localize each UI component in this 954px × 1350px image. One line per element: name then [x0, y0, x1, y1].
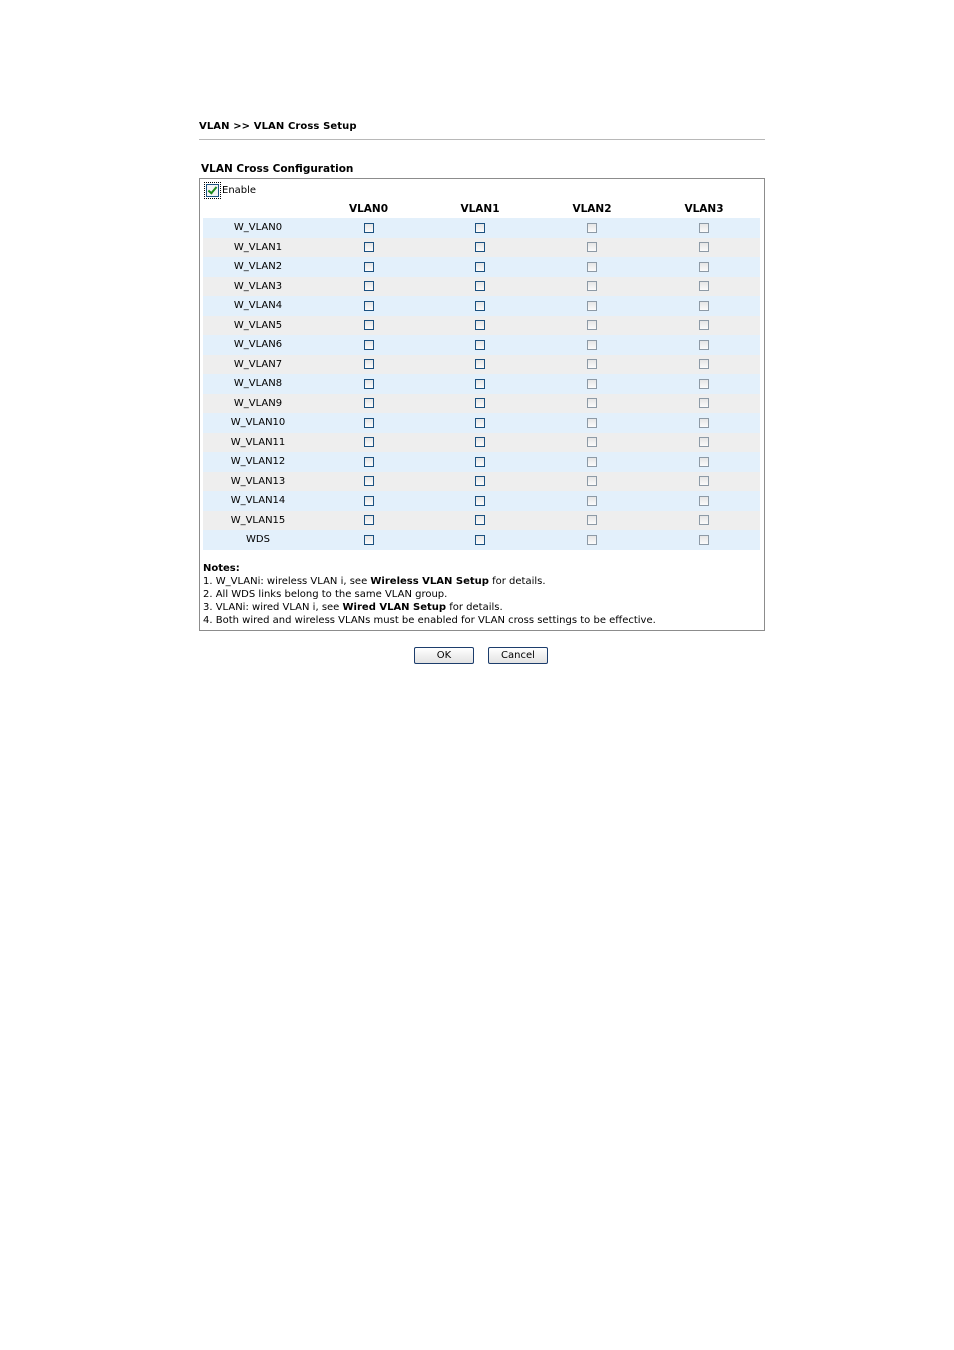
vlan-cross-checkbox[interactable]: [475, 515, 485, 525]
vlan-cross-checkbox[interactable]: [475, 340, 485, 350]
notes-title: Notes:: [203, 563, 240, 574]
grid-cell: [648, 359, 760, 369]
note-item: 4. Both wired and wireless VLANs must be enabled for VLAN cross settings to be effective.: [203, 615, 656, 626]
enable-row: [203, 183, 256, 198]
table-row: [203, 394, 760, 414]
grid-cell: [313, 359, 424, 369]
grid-cell: [424, 476, 536, 486]
grid-cell: [313, 457, 424, 467]
vlan-cross-checkbox[interactable]: [699, 242, 709, 252]
grid-cell: [648, 379, 760, 389]
vlan-cross-checkbox[interactable]: [475, 535, 485, 545]
grid-cell: [648, 418, 760, 428]
row-label: W_VLAN2: [233, 261, 283, 273]
vlan-cross-checkbox[interactable]: [475, 379, 485, 389]
grid-cell: [648, 223, 760, 233]
vlan-cross-checkbox[interactable]: [364, 359, 374, 369]
table-row: [203, 238, 760, 258]
vlan-cross-checkbox[interactable]: [699, 301, 709, 311]
vlan-cross-checkbox[interactable]: [699, 418, 709, 428]
grid-cell: [313, 398, 424, 408]
vlan-cross-checkbox[interactable]: [587, 398, 597, 408]
grid-cell: [424, 515, 536, 525]
grid-cell: [536, 281, 648, 291]
vlan-cross-checkbox[interactable]: [364, 457, 374, 467]
vlan-cross-checkbox[interactable]: [587, 457, 597, 467]
vlan-cross-checkbox[interactable]: [364, 515, 374, 525]
vlan-cross-checkbox[interactable]: [587, 496, 597, 506]
grid-cell: [536, 535, 648, 545]
grid-cell: [536, 242, 648, 252]
grid-cell: [648, 242, 760, 252]
grid-cell: [536, 262, 648, 272]
grid-cell: [536, 515, 648, 525]
grid-cell: [313, 223, 424, 233]
grid-cell: [424, 398, 536, 408]
grid-cell: [424, 437, 536, 447]
table-row: [203, 277, 760, 297]
grid-cell: [536, 340, 648, 350]
grid-cell: [313, 320, 424, 330]
column-header: VLAN3: [684, 203, 724, 215]
row-label: W_VLAN15: [230, 514, 286, 526]
grid-header: [203, 200, 760, 218]
row-label: W_VLAN0: [233, 222, 283, 234]
vlan-cross-checkbox[interactable]: [699, 281, 709, 291]
vlan-cross-checkbox[interactable]: [699, 262, 709, 272]
vlan-cross-checkbox[interactable]: [587, 320, 597, 330]
vlan-cross-checkbox[interactable]: [364, 223, 374, 233]
form-buttons: [414, 647, 548, 664]
grid-cell: [536, 223, 648, 233]
grid-cell: [424, 340, 536, 350]
enable-label: Enable: [222, 185, 257, 196]
vlan-cross-checkbox[interactable]: [587, 418, 597, 428]
vlan-cross-checkbox[interactable]: [587, 301, 597, 311]
ok-button[interactable]: OK: [414, 647, 474, 664]
grid-cell: [536, 418, 648, 428]
grid-cell: [313, 496, 424, 506]
table-row: [203, 218, 760, 238]
vlan-cross-checkbox[interactable]: [587, 379, 597, 389]
vlan-cross-checkbox[interactable]: [364, 301, 374, 311]
column-header: VLAN1: [460, 203, 500, 215]
row-label: W_VLAN13: [230, 475, 286, 487]
column-header: VLAN0: [348, 203, 389, 215]
grid-cell: [648, 301, 760, 311]
table-row: [203, 296, 760, 316]
grid-cell: [648, 457, 760, 467]
vlan-cross-checkbox[interactable]: [475, 320, 485, 330]
vlan-cross-grid: [203, 200, 760, 550]
grid-cell: [648, 262, 760, 272]
row-label: W_VLAN8: [233, 378, 283, 390]
table-row: [203, 355, 760, 375]
vlan-cross-checkbox[interactable]: [364, 496, 374, 506]
vlan-cross-checkbox[interactable]: [364, 281, 374, 291]
grid-cell: [313, 379, 424, 389]
note-item: 2. All WDS links belong to the same VLAN group.: [203, 589, 448, 600]
grid-cell: [648, 515, 760, 525]
grid-cell: [424, 262, 536, 272]
vlan-cross-checkbox[interactable]: [364, 476, 374, 486]
grid-cell: [313, 242, 424, 252]
grid-cell: [313, 340, 424, 350]
table-row: [203, 257, 760, 277]
grid-cell: [313, 476, 424, 486]
vlan-cross-checkbox[interactable]: [699, 223, 709, 233]
vlan-cross-checkbox[interactable]: [364, 418, 374, 428]
grid-cell: [424, 535, 536, 545]
row-label: W_VLAN1: [233, 241, 283, 253]
grid-cell: [313, 418, 424, 428]
grid-cell: [648, 437, 760, 447]
grid-cell: [424, 379, 536, 389]
vlan-cross-checkbox[interactable]: [475, 496, 485, 506]
vlan-cross-checkbox[interactable]: [587, 223, 597, 233]
grid-cell: [648, 476, 760, 486]
grid-cell: [648, 535, 760, 545]
grid-cell: [536, 496, 648, 506]
vlan-cross-checkbox[interactable]: [475, 476, 485, 486]
row-label: W_VLAN4: [233, 300, 283, 312]
row-label: W_VLAN6: [233, 339, 283, 351]
table-row: [203, 413, 760, 433]
grid-cell: [424, 457, 536, 467]
vlan-cross-checkbox[interactable]: [699, 476, 709, 486]
grid-cell: [648, 496, 760, 506]
grid-cell: [536, 320, 648, 330]
grid-cell: [536, 476, 648, 486]
grid-cell: [424, 320, 536, 330]
vlan-cross-checkbox[interactable]: [699, 535, 709, 545]
grid-body: [203, 218, 760, 550]
grid-cell: [424, 359, 536, 369]
grid-cell: [424, 242, 536, 252]
vlan-cross-checkbox[interactable]: [364, 379, 374, 389]
grid-cell: [313, 301, 424, 311]
row-label: W_VLAN14: [230, 495, 286, 507]
table-row: [203, 316, 760, 336]
grid-cell: [424, 301, 536, 311]
table-row: [203, 374, 760, 394]
vlan-cross-checkbox[interactable]: [364, 437, 374, 447]
table-row: [203, 472, 760, 492]
grid-cell: [424, 496, 536, 506]
table-row: [203, 530, 760, 550]
table-row: [203, 335, 760, 355]
row-label: W_VLAN5: [233, 319, 283, 331]
vlan-cross-checkbox[interactable]: [364, 340, 374, 350]
vlan-cross-checkbox[interactable]: [699, 359, 709, 369]
vlan-cross-checkbox[interactable]: [587, 262, 597, 272]
grid-cell: [313, 535, 424, 545]
table-row: [203, 452, 760, 472]
row-label: W_VLAN3: [233, 280, 283, 292]
grid-cell: [424, 281, 536, 291]
vlan-cross-checkbox[interactable]: [475, 301, 485, 311]
vlan-cross-checkbox[interactable]: [699, 320, 709, 330]
row-label: W_VLAN9: [233, 397, 283, 409]
grid-cell: [313, 515, 424, 525]
row-label: W_VLAN12: [230, 456, 286, 468]
notes: [203, 562, 656, 627]
grid-cell: [424, 223, 536, 233]
vlan-cross-checkbox[interactable]: [364, 242, 374, 252]
grid-cell: [648, 320, 760, 330]
vlan-cross-checkbox[interactable]: [475, 418, 485, 428]
vlan-cross-checkbox[interactable]: [699, 398, 709, 408]
grid-cell: [424, 418, 536, 428]
enable-checkbox[interactable]: [206, 184, 219, 197]
breadcrumb: VLAN >> VLAN Cross Setup: [199, 121, 357, 132]
vlan-cross-checkbox[interactable]: [475, 242, 485, 252]
table-row: [203, 433, 760, 453]
column-header: VLAN2: [572, 203, 612, 215]
vlan-cross-checkbox[interactable]: [475, 457, 485, 467]
vlan-cross-checkbox[interactable]: [587, 476, 597, 486]
grid-cell: [536, 379, 648, 389]
vlan-cross-checkbox[interactable]: [475, 359, 485, 369]
vlan-cross-checkbox[interactable]: [364, 320, 374, 330]
section-title: VLAN Cross Configuration: [201, 163, 354, 175]
grid-cell: [536, 359, 648, 369]
vlan-cross-checkbox[interactable]: [699, 379, 709, 389]
grid-cell: [648, 340, 760, 350]
note-item: 1. W_VLANi: wireless VLAN i, see Wireless VLAN Setup for details.: [203, 576, 546, 587]
vlan-cross-checkbox[interactable]: [475, 262, 485, 272]
grid-cell: [313, 281, 424, 291]
note-item: 3. VLANi: wired VLAN i, see Wired VLAN Setup for details.: [203, 602, 503, 613]
vlan-cross-checkbox[interactable]: [699, 437, 709, 447]
vlan-cross-panel: [199, 178, 765, 631]
cancel-button[interactable]: Cancel: [488, 647, 548, 664]
grid-cell: [648, 281, 760, 291]
row-label: W_VLAN7: [233, 358, 283, 370]
vlan-cross-checkbox[interactable]: [699, 496, 709, 506]
vlan-cross-checkbox[interactable]: [699, 457, 709, 467]
table-row: [203, 491, 760, 511]
vlan-cross-checkbox[interactable]: [587, 535, 597, 545]
vlan-cross-checkbox[interactable]: [587, 515, 597, 525]
vlan-cross-checkbox[interactable]: [587, 340, 597, 350]
vlan-cross-checkbox[interactable]: [587, 359, 597, 369]
grid-cell: [313, 262, 424, 272]
vlan-cross-checkbox[interactable]: [475, 223, 485, 233]
row-label: WDS: [246, 534, 270, 546]
grid-cell: [536, 398, 648, 408]
grid-cell: [313, 437, 424, 447]
vlan-cross-checkbox[interactable]: [475, 398, 485, 408]
table-row: [203, 511, 760, 531]
row-label: W_VLAN10: [230, 417, 286, 429]
vlan-cross-checkbox[interactable]: [587, 281, 597, 291]
grid-cell: [648, 398, 760, 408]
vlan-cross-checkbox[interactable]: [699, 515, 709, 525]
vlan-cross-checkbox[interactable]: [364, 535, 374, 545]
row-label: W_VLAN11: [230, 436, 286, 448]
vlan-cross-checkbox[interactable]: [587, 242, 597, 252]
breadcrumb-divider: [199, 139, 765, 140]
grid-cell: [536, 301, 648, 311]
vlan-cross-checkbox[interactable]: [364, 398, 374, 408]
grid-cell: [536, 457, 648, 467]
vlan-cross-checkbox[interactable]: [587, 437, 597, 447]
vlan-cross-checkbox[interactable]: [699, 340, 709, 350]
vlan-cross-checkbox[interactable]: [475, 281, 485, 291]
vlan-cross-checkbox[interactable]: [475, 437, 485, 447]
vlan-cross-checkbox[interactable]: [364, 262, 374, 272]
grid-cell: [536, 437, 648, 447]
